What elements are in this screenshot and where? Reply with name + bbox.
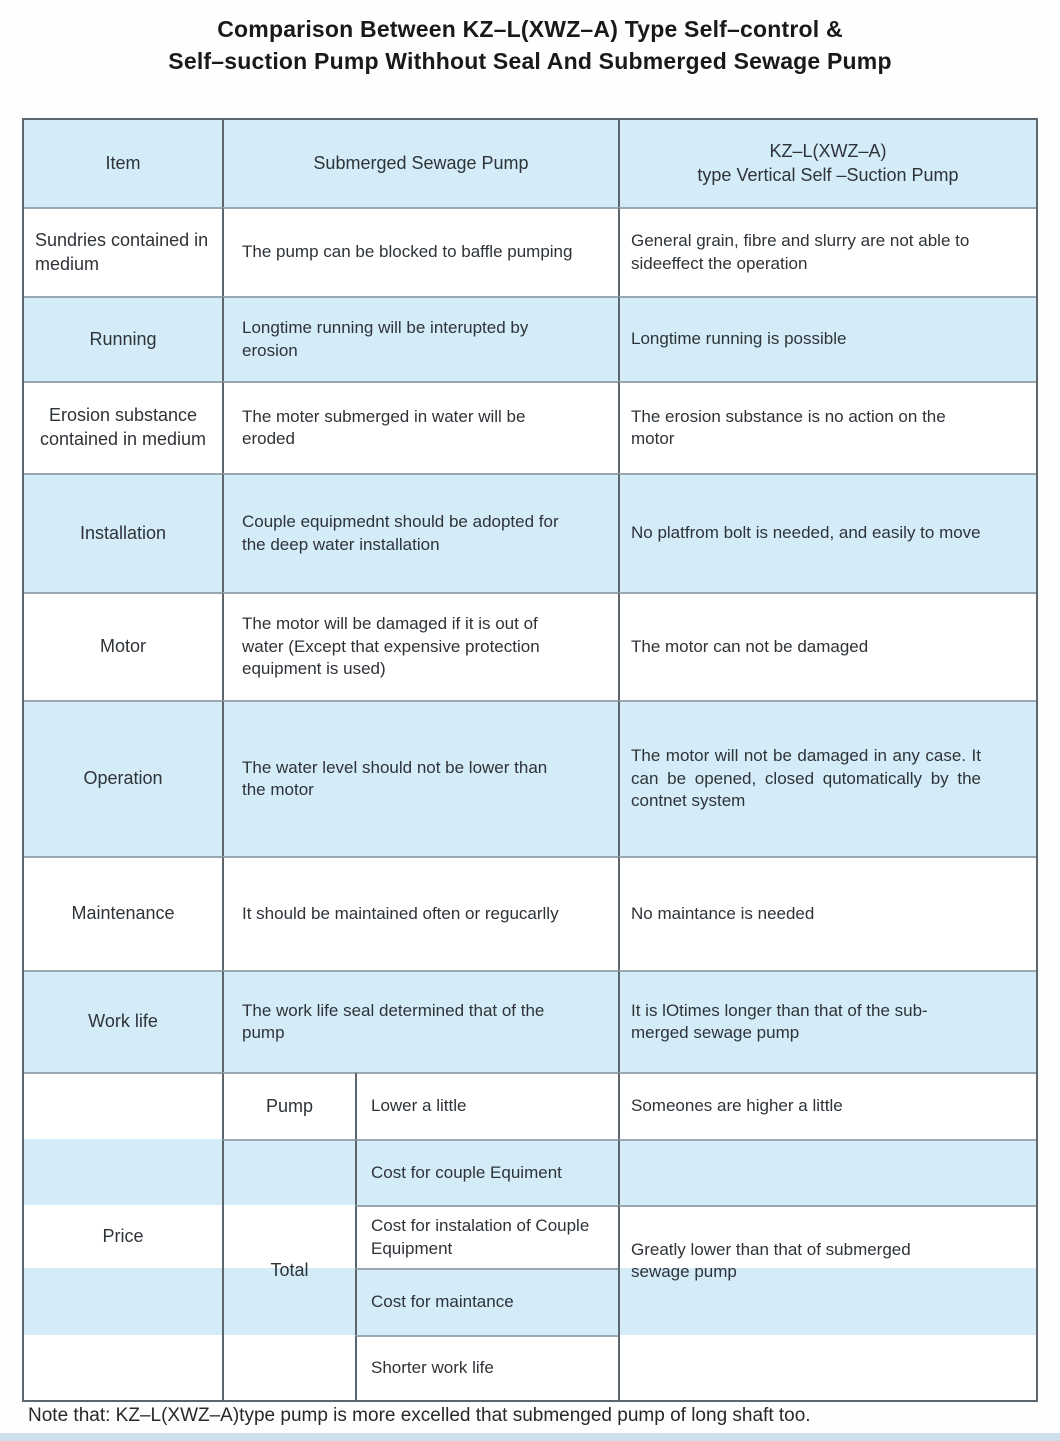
row-item-cell: Maintenance	[24, 856, 222, 970]
row-submerged-cell: The motor will be damaged if it is out of water (Except that expensive protection equipment is used)	[222, 592, 618, 700]
header-kzl-cell	[618, 120, 1036, 207]
row-kzl-cell: The erosion substance is no action on the motor	[618, 381, 1036, 473]
bottom-strip-divider	[0, 1433, 1060, 1441]
price-kzl-merged-cell: Greatly lower than that of submerged sewage pump	[618, 1205, 1036, 1400]
cost-item-cell: Cost for maintance	[355, 1268, 618, 1335]
comparison-table	[22, 118, 1038, 1402]
row-item-cell: Installation	[24, 473, 222, 592]
cost-item-cell: Shorter work life	[355, 1335, 618, 1400]
page-title-line1: Comparison Between KZ–L(XWZ–A) Type Self–control &	[217, 16, 843, 42]
header-kzl-line2: type Vertical Self –Suction Pump	[697, 164, 959, 185]
pump-submerged-cell: Lower a little	[355, 1072, 618, 1139]
row-submerged-cell: Couple equipmednt should be adopted for the deep water installation	[222, 473, 618, 592]
row-item-cell: Motor	[24, 592, 222, 700]
header-submerged-cell: Submerged Sewage Pump	[222, 120, 618, 207]
footnote: Note that: KZ–L(XWZ–A)type pump is more excelled that submenged pump of long shaft too.	[28, 1405, 811, 1426]
row-submerged-cell: The work life seal determined that of the pump	[222, 970, 618, 1072]
row-item-cell: Erosion substance contained in medium	[24, 381, 222, 473]
row-submerged-cell: The water level should not be lower than the motor	[222, 700, 618, 856]
price-kzl-empty-cell	[618, 1139, 1036, 1205]
page-title	[0, 13, 1060, 77]
row-submerged-cell: The moter submerged in water will be eroded	[222, 381, 618, 473]
row-item-cell: Work life	[24, 970, 222, 1072]
cost-item-cell: Cost for couple Equiment	[355, 1139, 618, 1205]
row-kzl-cell: It is lOtimes longer than that of the sub-merged sewage pump	[618, 970, 1036, 1072]
row-item-cell: Sundries contained in medium	[24, 207, 222, 296]
page-title-line2: Self–suction Pump Withhout Seal And Submerged Sewage Pump	[168, 48, 892, 74]
row-item-cell: Running	[24, 296, 222, 381]
row-kzl-cell: Longtime running is possible	[618, 296, 1036, 381]
header-item-cell: Item	[24, 120, 222, 207]
row-submerged-cell: It should be maintained often or regucarlly	[222, 856, 618, 970]
price-label-cell: Price	[24, 1072, 222, 1400]
row-submerged-cell: Longtime running will be interupted by erosion	[222, 296, 618, 381]
pump-label-cell: Pump	[222, 1072, 355, 1139]
header-kzl-line1: KZ–L(XWZ–A)	[769, 140, 887, 161]
row-kzl-cell: The motor will not be damaged in any case. It can be opened, closed qutomatically by the contnet system	[618, 700, 1036, 856]
total-label-cell: Total	[222, 1139, 355, 1400]
row-kzl-cell: No maintance is needed	[618, 856, 1036, 970]
pump-kzl-cell: Someones are higher a little	[618, 1072, 1036, 1139]
row-item-cell: Operation	[24, 700, 222, 856]
row-kzl-cell: No platfrom bolt is needed, and easily to move	[618, 473, 1036, 592]
row-kzl-cell: General grain, fibre and slurry are not able to sideeffect the operation	[618, 207, 1036, 296]
row-kzl-cell: The motor can not be damaged	[618, 592, 1036, 700]
row-submerged-cell: The pump can be blocked to baffle pumping	[222, 207, 618, 296]
cost-item-cell: Cost for instalation of Couple Equipment	[355, 1205, 618, 1268]
